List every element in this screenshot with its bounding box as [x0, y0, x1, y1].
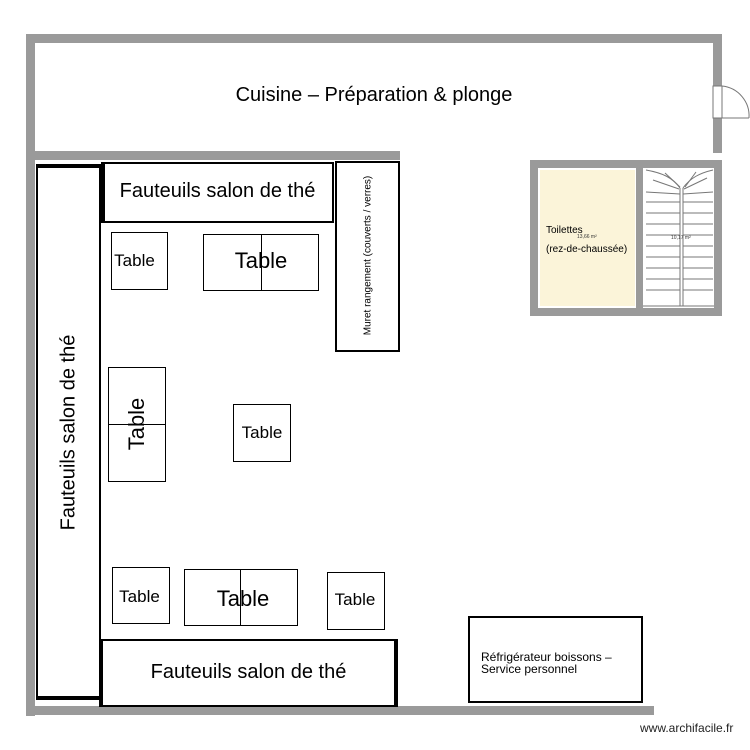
table-6-label: Table — [216, 586, 270, 611]
watermark: www.archifacile.fr — [640, 721, 734, 735]
toilets-area: 13,66 m² — [577, 234, 597, 240]
kitchen-separator-wall — [35, 151, 400, 160]
stairs-area: 10,17 m² — [671, 235, 691, 241]
outer-wall-top — [26, 34, 722, 43]
table-5-label: Table — [119, 587, 160, 606]
fridge-label-line1: Réfrigérateur boissons – — [481, 650, 612, 664]
table-1-label: Table — [114, 251, 155, 270]
fridge-label-line2: Service personnel — [481, 662, 578, 676]
table-3-label: Table — [124, 397, 149, 451]
toilets-wall-bottom — [530, 308, 722, 316]
table-7-label: Table — [334, 590, 376, 609]
toilets-wall-top — [530, 160, 722, 168]
kitchen-wall-right-lower — [713, 118, 722, 153]
kitchen-wall-right-upper — [713, 34, 722, 86]
toilets-wall-left — [530, 160, 538, 316]
storage-wall-label: Muret rangement (couverts / verres) — [362, 175, 374, 336]
kitchen-label: Cuisine – Préparation & plonge — [235, 84, 513, 106]
toilets-wall-middle — [636, 160, 643, 316]
outer-wall-left — [26, 34, 35, 716]
toilets-subtitle: (rez-de-chaussée) — [546, 244, 628, 255]
toilets-title: Toilettes — [546, 225, 583, 236]
door-icon[interactable] — [713, 86, 750, 120]
table-4-label: Table — [241, 423, 283, 442]
table-2-label: Table — [234, 248, 288, 273]
sofa-bottom-label: Fauteuils salon de thé — [150, 661, 347, 683]
toilets-wall-right — [714, 160, 722, 316]
sofa-left-label: Fauteuils salon de thé — [57, 334, 80, 531]
outer-wall-bottom — [26, 706, 654, 715]
sofa-top-label: Fauteuils salon de thé — [119, 180, 316, 202]
